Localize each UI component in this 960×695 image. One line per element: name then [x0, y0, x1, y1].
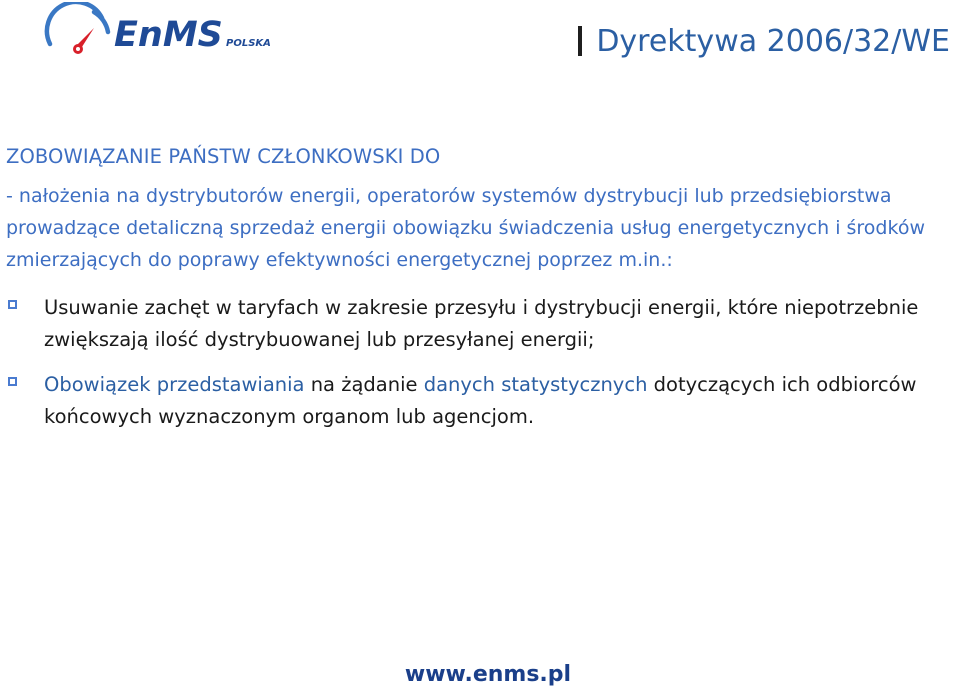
list-item: [6, 369, 950, 433]
title-bar-divider: [578, 26, 582, 56]
logo-brand: EnMS: [114, 15, 223, 55]
bullet-text: dotyczących ich odbiorców końcowych wyznaczonym organom lub agencjom.: [44, 373, 917, 428]
bullet-highlight: Obowiązek przedstawiania: [44, 373, 305, 396]
bullet-list: [6, 292, 950, 433]
logo-brand-sub: POLSKA: [226, 38, 271, 49]
slide-title: [578, 24, 950, 59]
gauge-logo-icon: [44, 2, 294, 64]
bullet-text: na żądanie: [304, 373, 424, 396]
intro-paragraph: - nałożenia na dystrybutorów energii, operatorów systemów dystrybucji lub przedsiębiorstwa prowadzące detaliczną sprzedaż energii obowiązku świadczenia usług energetycznych i środków zmierzających do poprawy efektywności energetycznej poprzez m.in.:: [6, 185, 925, 271]
bullet-highlight: danych statystycznych: [423, 373, 648, 396]
enms-logo: [44, 2, 294, 64]
footer-website-link[interactable]: www.enms.pl: [404, 662, 572, 687]
section-heading: ZOBOWIĄZANIE PAŃSTW CZŁONKOWSKI DO: [6, 145, 441, 168]
square-bullet-icon: [8, 377, 17, 386]
bullet-text: Usuwanie zachęt w taryfach w zakresie przesyłu i dystrybucji energii, które niepotrzebnie zwiększają ilość dystrybuowanej lub przesyłanej energii;: [44, 296, 919, 351]
slide-title-text: Dyrektywa 2006/32/WE: [596, 24, 950, 59]
square-bullet-icon: [8, 300, 17, 309]
list-item: [6, 292, 950, 356]
slide-content: [6, 145, 950, 446]
